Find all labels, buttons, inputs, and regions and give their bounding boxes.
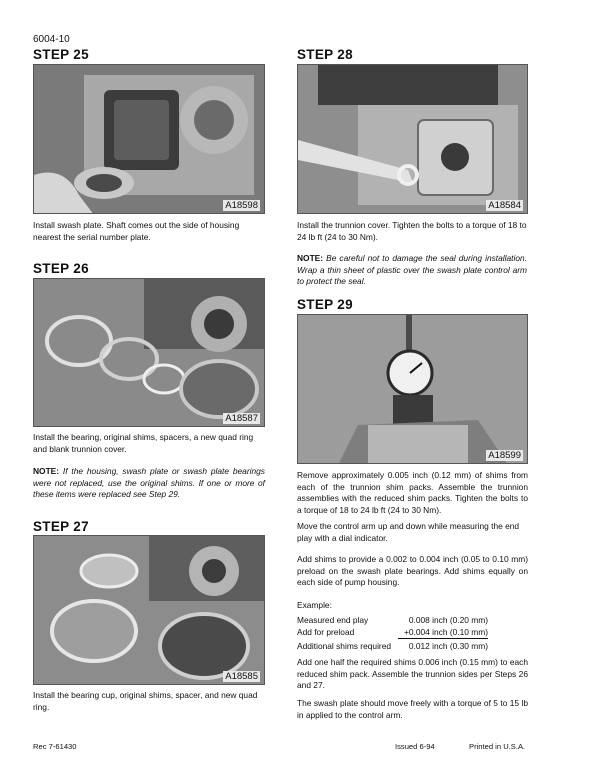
calc-value: 0.012 inch (0.30 mm)	[408, 641, 488, 652]
step-26-photo	[33, 278, 265, 427]
note-label: NOTE:	[297, 253, 324, 263]
table-row	[297, 615, 488, 627]
note-label: NOTE:	[33, 466, 60, 476]
step-26-heading: STEP 26	[33, 261, 89, 276]
calc-value: 0.008 inch (0.20 mm)	[408, 615, 488, 625]
step-29-para5: The swash plate should move freely with a torque of 5 to 15 lb in applied to the control arm.	[297, 698, 528, 720]
footer-issued: Issued 6-94	[395, 742, 435, 751]
footer-reference: Rec 7-61430	[33, 742, 77, 751]
calc-label: Add for preload	[297, 626, 355, 637]
step-29-para3: Add shims to provide a 0.002 to 0.004 inch (0.05 to 0.10 mm) preload on the swash plate bearings. Add shims equally on each side of pump housing.	[297, 554, 528, 588]
bearing-shims-image	[34, 279, 265, 427]
calc-label: Measured end play	[297, 615, 369, 625]
figure-id-a18598: A18598	[225, 200, 258, 211]
step-26-text: Install the bearing, original shims, spacers, a new quad ring and blank trunnion cover.	[33, 432, 254, 454]
page-number: 6004-10	[33, 34, 70, 45]
step-28-heading: STEP 28	[297, 47, 353, 62]
step-28-photo	[297, 64, 528, 214]
step-25-photo	[33, 64, 265, 214]
figure-id-a18587: A18587	[225, 413, 258, 424]
step-29-heading: STEP 29	[297, 297, 353, 312]
dial-indicator-image	[298, 315, 528, 464]
step-26-note	[33, 466, 265, 501]
step-27-heading: STEP 27	[33, 519, 89, 534]
step-28-text: Install the trunnion cover. Tighten the bolts to a torque of 18 to 24 lb ft (24 to 30 Nm).	[297, 220, 527, 242]
step-28-note	[297, 253, 527, 288]
note-text: Be careful not to damage the seal during installation. Wrap a thin sheet of plastic over the swash plate control arm to protect the seal.	[297, 253, 527, 287]
example-label: Example:	[297, 600, 332, 610]
note-text: If the housing, swash plate or swash plate bearings were not replaced, use the original shims. If one or more of these items were replaced see Step 29.	[33, 466, 265, 500]
table-row	[297, 627, 488, 639]
trunnion-cover-image	[298, 65, 528, 214]
bearing-cup-image	[34, 536, 265, 685]
figure-id-a18584: A18584	[488, 200, 521, 211]
step-29-para2: Move the control arm up and down while measuring the end play with a dial indicator.	[297, 521, 520, 543]
table-row	[297, 639, 488, 653]
figure-id-a18599: A18599	[488, 450, 521, 461]
step-29-para4: Add one half the required shims 0.006 inch (0.15 mm) to each reduced shim pack. Assemble the trunnion sides per Steps 26 and 27.	[297, 657, 528, 691]
calc-label: Additional shims required	[297, 640, 392, 651]
step-29-para1: Remove approximately 0.005 inch (0.12 mm) of shims from each of the trunnion shim packs. Assemble the trunnion assemblies with the reduced shim packs. Tighten the bolts to a torque of 18 to 24 lb ft (24 to 30 Nm).	[297, 470, 528, 515]
step-25-heading: STEP 25	[33, 47, 89, 62]
step-27-photo	[33, 535, 265, 685]
footer-printed: Printed in U.S.A.	[469, 742, 526, 751]
step-27-text: Install the bearing cup, original shims, spacer, and new quad ring.	[33, 690, 258, 712]
calc-value: +0.004 inch (0.10 mm)	[398, 627, 488, 639]
step-25-text: Install swash plate. Shaft comes out the side of housing nearest the serial number plate.	[33, 220, 240, 242]
shim-calculation-table	[297, 615, 488, 653]
swash-plate-install-image	[34, 65, 265, 214]
step-29-photo	[297, 314, 528, 464]
figure-id-a18585: A18585	[225, 671, 258, 682]
